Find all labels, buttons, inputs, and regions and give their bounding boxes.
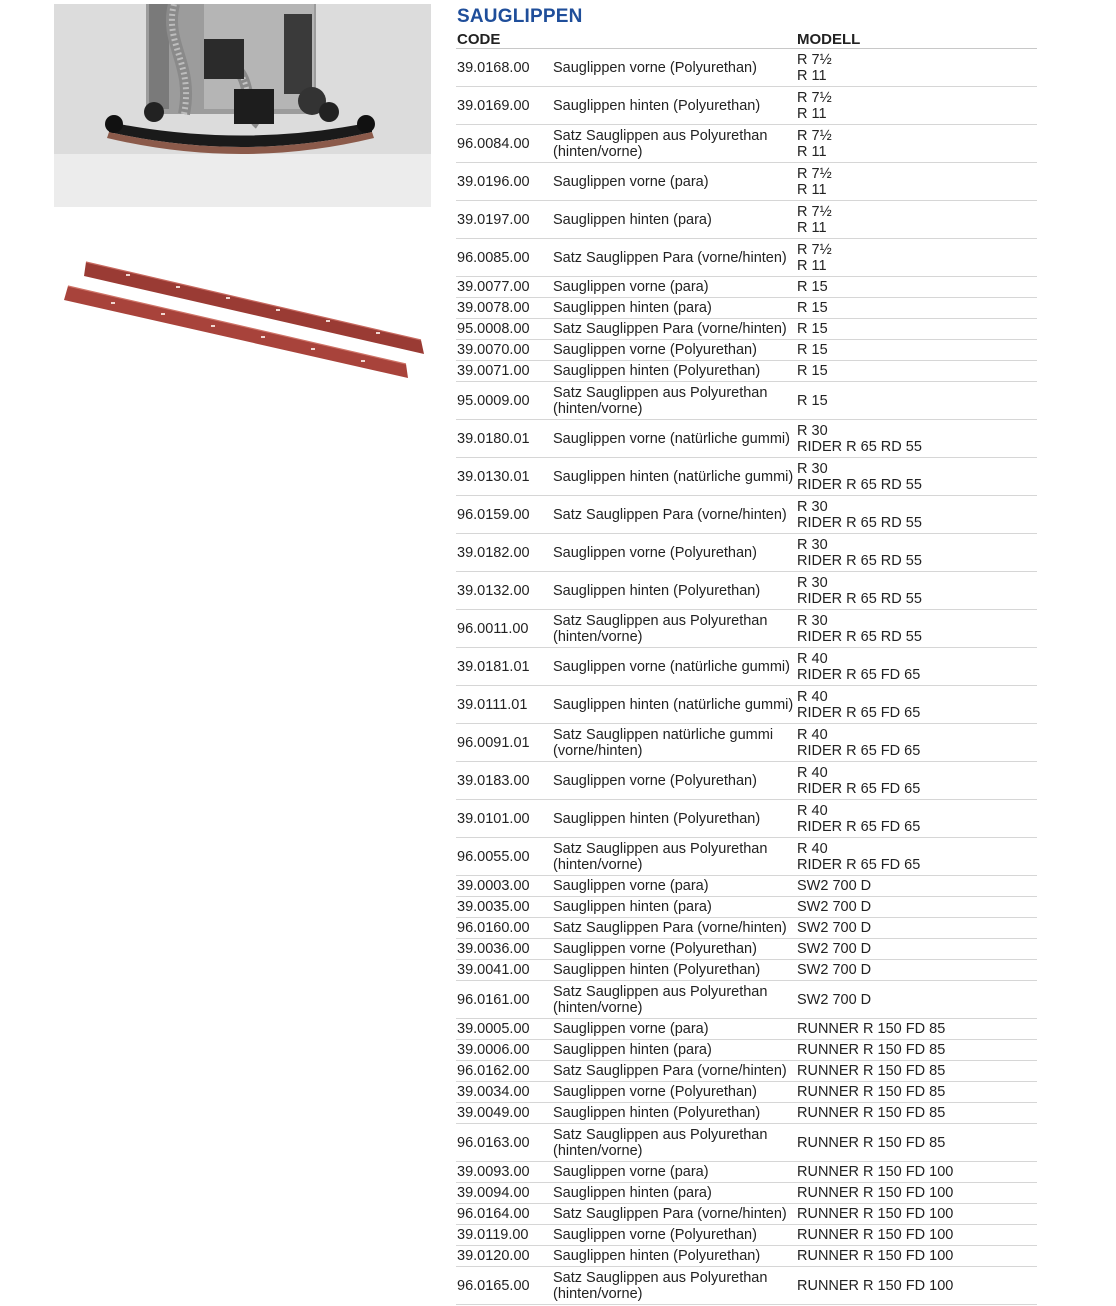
model-cell: R 40 RIDER R 65 FD 65 [796, 724, 1037, 762]
model-cell: R 7½ R 11 [796, 239, 1037, 277]
description-cell: Satz Sauglippen Para (vorne/hinten) [552, 1204, 796, 1225]
description-cell: Sauglippen vorne (Polyurethan) [552, 49, 796, 87]
model-cell: R 30 RIDER R 65 RD 55 [796, 572, 1037, 610]
model-cell: SW2 700 D [796, 939, 1037, 960]
description-cell: Satz Sauglippen aus Polyurethan (hinten/vorne) [552, 1267, 796, 1305]
table-row [456, 1019, 1037, 1040]
table-row [456, 420, 1037, 458]
part-code-cell: 96.0085.00 [456, 239, 552, 277]
part-code-cell: 39.0034.00 [456, 1082, 552, 1103]
table-row [456, 838, 1037, 876]
description-cell: Satz Sauglippen natürliche gummi (vorne/hinten) [552, 724, 796, 762]
description-cell: Satz Sauglippen Para (vorne/hinten) [552, 496, 796, 534]
description-cell: Sauglippen vorne (para) [552, 163, 796, 201]
part-code-cell: 39.0006.00 [456, 1040, 552, 1061]
table-row [456, 201, 1037, 239]
part-code-cell: 39.0111.01 [456, 686, 552, 724]
description-cell: Satz Sauglippen Para (vorne/hinten) [552, 1061, 796, 1082]
table-row [456, 1040, 1037, 1061]
description-cell: Sauglippen vorne (Polyurethan) [552, 1225, 796, 1246]
description-cell: Sauglippen vorne (Polyurethan) [552, 1082, 796, 1103]
model-cell: SW2 700 D [796, 918, 1037, 939]
model-cell: R 7½ R 11 [796, 125, 1037, 163]
description-cell: Sauglippen hinten (para) [552, 201, 796, 239]
description-cell: Satz Sauglippen aus Polyurethan (hinten/vorne) [552, 382, 796, 420]
description-cell: Sauglippen hinten (natürliche gummi) [552, 458, 796, 496]
model-cell: R 7½ R 11 [796, 201, 1037, 239]
model-cell: RUNNER R 150 FD 85 [796, 1019, 1037, 1040]
model-cell: R 15 [796, 277, 1037, 298]
part-code-cell: 96.0162.00 [456, 1061, 552, 1082]
section-title: SAUGLIPPEN [457, 6, 583, 27]
part-code-cell: 39.0071.00 [456, 361, 552, 382]
model-cell: R 15 [796, 298, 1037, 319]
part-code-cell: 39.0005.00 [456, 1019, 552, 1040]
table-row [456, 49, 1037, 87]
model-cell: RUNNER R 150 FD 85 [796, 1061, 1037, 1082]
description-cell: Satz Sauglippen Para (vorne/hinten) [552, 319, 796, 340]
model-cell: SW2 700 D [796, 876, 1037, 897]
table-row [456, 960, 1037, 981]
part-code-cell: 39.0003.00 [456, 876, 552, 897]
part-code-cell: 39.0094.00 [456, 1183, 552, 1204]
description-cell: Sauglippen vorne (Polyurethan) [552, 762, 796, 800]
table-row [456, 800, 1037, 838]
model-cell: R 30 RIDER R 65 RD 55 [796, 496, 1037, 534]
description-cell: Satz Sauglippen aus Polyurethan (hinten/vorne) [552, 981, 796, 1019]
table-row [456, 298, 1037, 319]
description-cell: Sauglippen vorne (natürliche gummi) [552, 648, 796, 686]
part-code-cell: 39.0078.00 [456, 298, 552, 319]
model-cell: R 40 RIDER R 65 FD 65 [796, 800, 1037, 838]
table-row [456, 319, 1037, 340]
table-row [456, 1246, 1037, 1267]
description-cell: Sauglippen hinten (natürliche gummi) [552, 686, 796, 724]
table-body [456, 49, 1037, 1305]
part-code-cell: 95.0009.00 [456, 382, 552, 420]
model-cell: RUNNER R 150 FD 85 [796, 1103, 1037, 1124]
part-code-cell: 96.0160.00 [456, 918, 552, 939]
red-squeegee-blades-photo [56, 252, 428, 384]
model-cell: RUNNER R 150 FD 100 [796, 1267, 1037, 1305]
table-row [456, 939, 1037, 960]
part-code-cell: 95.0008.00 [456, 319, 552, 340]
table-row [456, 458, 1037, 496]
description-cell: Sauglippen hinten (Polyurethan) [552, 800, 796, 838]
model-cell: SW2 700 D [796, 981, 1037, 1019]
table-row [456, 1267, 1037, 1305]
model-cell: RUNNER R 150 FD 100 [796, 1246, 1037, 1267]
model-cell: RUNNER R 150 FD 85 [796, 1082, 1037, 1103]
description-cell: Sauglippen vorne (Polyurethan) [552, 534, 796, 572]
description-cell: Sauglippen hinten (para) [552, 897, 796, 918]
description-cell: Sauglippen hinten (para) [552, 1183, 796, 1204]
part-code-cell: 39.0182.00 [456, 534, 552, 572]
column-header-model: MODELL [796, 29, 1037, 49]
description-cell: Sauglippen vorne (Polyurethan) [552, 340, 796, 361]
part-code-cell: 96.0011.00 [456, 610, 552, 648]
part-code-cell: 96.0161.00 [456, 981, 552, 1019]
model-cell: RUNNER R 150 FD 100 [796, 1225, 1037, 1246]
part-code-cell: 96.0163.00 [456, 1124, 552, 1162]
part-code-cell: 39.0077.00 [456, 277, 552, 298]
part-code-cell: 39.0180.01 [456, 420, 552, 458]
description-cell: Sauglippen vorne (Polyurethan) [552, 939, 796, 960]
model-cell: R 7½ R 11 [796, 49, 1037, 87]
table-header [456, 29, 1037, 49]
table-row [456, 918, 1037, 939]
description-cell: Sauglippen hinten (Polyurethan) [552, 1103, 796, 1124]
table-row [456, 1082, 1037, 1103]
table-row [456, 1204, 1037, 1225]
part-code-cell: 96.0165.00 [456, 1267, 552, 1305]
table-row [456, 277, 1037, 298]
description-cell: Sauglippen hinten (Polyurethan) [552, 361, 796, 382]
table-row [456, 1225, 1037, 1246]
table-row [456, 897, 1037, 918]
part-code-cell: 39.0132.00 [456, 572, 552, 610]
description-cell: Satz Sauglippen Para (vorne/hinten) [552, 239, 796, 277]
part-code-cell: 39.0035.00 [456, 897, 552, 918]
scrubber-squeegee-photo [54, 4, 431, 207]
table-row [456, 876, 1037, 897]
part-code-cell: 39.0168.00 [456, 49, 552, 87]
description-cell: Satz Sauglippen aus Polyurethan (hinten/vorne) [552, 838, 796, 876]
description-cell: Sauglippen hinten (para) [552, 298, 796, 319]
part-code-cell: 96.0091.01 [456, 724, 552, 762]
model-cell: R 15 [796, 361, 1037, 382]
model-cell: R 40 RIDER R 65 FD 65 [796, 686, 1037, 724]
model-cell: R 30 RIDER R 65 RD 55 [796, 458, 1037, 496]
description-cell: Sauglippen hinten (Polyurethan) [552, 572, 796, 610]
description-cell: Sauglippen hinten (para) [552, 1040, 796, 1061]
model-cell: R 7½ R 11 [796, 163, 1037, 201]
model-cell: R 40 RIDER R 65 FD 65 [796, 648, 1037, 686]
table-row [456, 1124, 1037, 1162]
table-row [456, 87, 1037, 125]
part-code-cell: 39.0070.00 [456, 340, 552, 361]
table-row [456, 762, 1037, 800]
model-cell: R 15 [796, 340, 1037, 361]
model-cell: RUNNER R 150 FD 100 [796, 1162, 1037, 1183]
part-code-cell: 39.0183.00 [456, 762, 552, 800]
model-cell: RUNNER R 150 FD 85 [796, 1124, 1037, 1162]
table-row [456, 382, 1037, 420]
table-row [456, 1061, 1037, 1082]
table-row [456, 1162, 1037, 1183]
parts-table [456, 29, 1037, 1305]
model-cell: R 15 [796, 382, 1037, 420]
part-code-cell: 96.0159.00 [456, 496, 552, 534]
part-code-cell: 39.0101.00 [456, 800, 552, 838]
part-code-cell: 39.0197.00 [456, 201, 552, 239]
part-code-cell: 39.0196.00 [456, 163, 552, 201]
table-row [456, 1183, 1037, 1204]
table-row [456, 239, 1037, 277]
part-code-cell: 96.0084.00 [456, 125, 552, 163]
description-cell: Satz Sauglippen Para (vorne/hinten) [552, 918, 796, 939]
part-code-cell: 39.0036.00 [456, 939, 552, 960]
description-cell: Sauglippen vorne (para) [552, 1019, 796, 1040]
description-cell: Sauglippen hinten (Polyurethan) [552, 960, 796, 981]
model-cell: SW2 700 D [796, 897, 1037, 918]
part-code-cell: 39.0130.01 [456, 458, 552, 496]
table-row [456, 361, 1037, 382]
model-cell: R 15 [796, 319, 1037, 340]
part-code-cell: 39.0181.01 [456, 648, 552, 686]
description-cell: Sauglippen hinten (Polyurethan) [552, 87, 796, 125]
part-code-cell: 39.0169.00 [456, 87, 552, 125]
description-cell: Satz Sauglippen aus Polyurethan (hinten/vorne) [552, 125, 796, 163]
description-cell: Satz Sauglippen aus Polyurethan (hinten/vorne) [552, 1124, 796, 1162]
part-code-cell: 39.0041.00 [456, 960, 552, 981]
part-code-cell: 39.0093.00 [456, 1162, 552, 1183]
table-row [456, 125, 1037, 163]
table-row [456, 724, 1037, 762]
model-cell: RUNNER R 150 FD 100 [796, 1204, 1037, 1225]
table-row [456, 163, 1037, 201]
table-row [456, 981, 1037, 1019]
table-row [456, 340, 1037, 361]
part-code-cell: 96.0164.00 [456, 1204, 552, 1225]
description-cell: Sauglippen vorne (natürliche gummi) [552, 420, 796, 458]
model-cell: R 7½ R 11 [796, 87, 1037, 125]
part-code-cell: 39.0119.00 [456, 1225, 552, 1246]
table-row [456, 572, 1037, 610]
model-cell: R 30 RIDER R 65 RD 55 [796, 420, 1037, 458]
model-cell: R 30 RIDER R 65 RD 55 [796, 610, 1037, 648]
table-row [456, 496, 1037, 534]
description-cell: Sauglippen vorne (para) [552, 1162, 796, 1183]
description-cell: Sauglippen hinten (Polyurethan) [552, 1246, 796, 1267]
part-code-cell: 39.0049.00 [456, 1103, 552, 1124]
part-code-cell: 96.0055.00 [456, 838, 552, 876]
model-cell: R 40 RIDER R 65 FD 65 [796, 838, 1037, 876]
description-cell: Sauglippen vorne (para) [552, 876, 796, 897]
model-cell: RUNNER R 150 FD 85 [796, 1040, 1037, 1061]
table-row [456, 1103, 1037, 1124]
column-header-code: CODE [456, 29, 796, 49]
model-cell: R 30 RIDER R 65 RD 55 [796, 534, 1037, 572]
model-cell: SW2 700 D [796, 960, 1037, 981]
table-row [456, 610, 1037, 648]
table-row [456, 686, 1037, 724]
model-cell: RUNNER R 150 FD 100 [796, 1183, 1037, 1204]
description-cell: Satz Sauglippen aus Polyurethan (hinten/vorne) [552, 610, 796, 648]
part-code-cell: 39.0120.00 [456, 1246, 552, 1267]
table-row [456, 534, 1037, 572]
table-row [456, 648, 1037, 686]
model-cell: R 40 RIDER R 65 FD 65 [796, 762, 1037, 800]
description-cell: Sauglippen vorne (para) [552, 277, 796, 298]
